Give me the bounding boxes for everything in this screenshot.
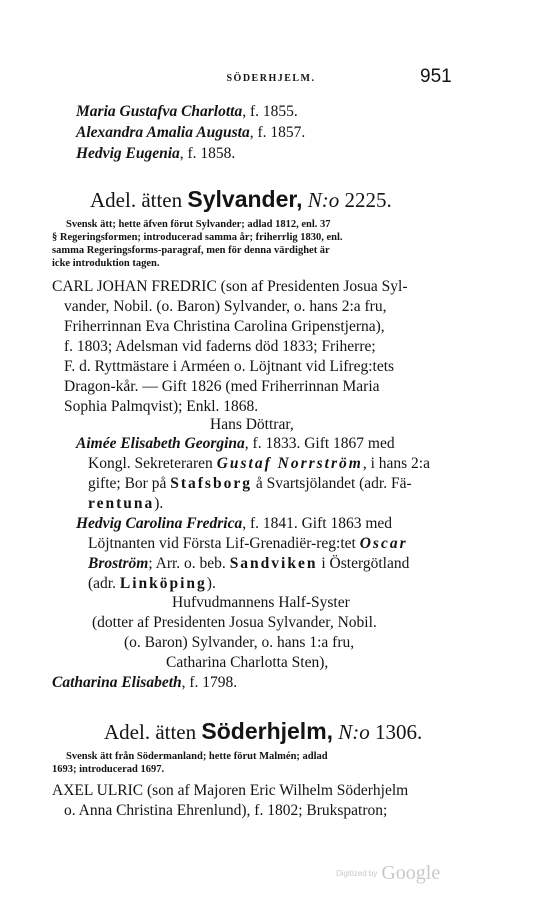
- section-intro-line: § Regeringsformen; introducerad samma år; friherrlig 1830, enl.: [52, 232, 343, 243]
- running-header: SÖDERHJELM.: [226, 73, 316, 84]
- person-entry-line: CARL JOHAN FREDRIC (son af Presidenten Josua Syl-: [52, 278, 408, 295]
- person-entry-line: Löjtnanten vid Första Lif-Grenadiër-reg:tet Oscar: [88, 535, 408, 552]
- person-entry-line: AXEL ULRIC (son af Majoren Eric Wilhelm Söderhjelm: [52, 782, 409, 799]
- person-entry-line: (dotter af Presidenten Josua Sylvander, Nobil.: [92, 614, 377, 631]
- person-entry-line: Friherrinnan Eva Christina Carolina Gripenstjerna),: [64, 318, 385, 335]
- entry-line: Hedvig Eugenia, f. 1858.: [76, 145, 236, 162]
- subsection-label: Hufvudmannens Half-Syster: [172, 594, 350, 611]
- person-entry-line: F. d. Ryttmästare i Arméen o. Löjtnant vid Lifreg:tets: [64, 358, 395, 375]
- person-entry-line: Hedvig Carolina Fredrica, f. 1841. Gift 1863 med: [76, 515, 393, 532]
- section-intro-line: Svensk ätt; hette äfven förut Sylvander; adlad 1812, enl. 37: [66, 219, 331, 230]
- person-entry-line: (o. Baron) Sylvander, o. hans 1:a fru,: [124, 634, 355, 651]
- page-number: 951: [420, 66, 452, 87]
- section-intro-line: 1693; introducerad 1697.: [52, 764, 165, 775]
- section-intro-line: Svensk ätt från Södermanland; hette förut Malmén; adlad: [66, 751, 328, 762]
- section-heading-soderhjelm: Adel. ätten Söderhjelm, N:o 1306.: [104, 718, 423, 744]
- digitized-watermark: Digitized by Google: [336, 862, 441, 884]
- person-entry-line: f. 1803; Adelsman vid faderns död 1833; Friherre;: [64, 338, 376, 355]
- section-heading-sylvander: Adel. ätten Sylvander, N:o 2225.: [90, 186, 392, 212]
- person-entry-line: (adr. Linköping).: [88, 575, 216, 592]
- person-entry-line: Dragon-kår. — Gift 1826 (med Friherrinnan Maria: [64, 378, 380, 395]
- person-entry-line: Catharina Charlotta Sten),: [166, 654, 329, 671]
- person-entry-line: Sophia Palmqvist); Enkl. 1868.: [64, 398, 259, 415]
- person-entry-line: o. Anna Christina Ehrenlund), f. 1802; Brukspatron;: [64, 802, 388, 819]
- entry-line: Maria Gustafva Charlotta, f. 1855.: [76, 103, 298, 120]
- person-entry-line: Catharina Elisabeth, f. 1798.: [52, 674, 238, 691]
- entry-line: Alexandra Amalia Augusta, f. 1857.: [76, 124, 306, 141]
- person-entry-line: gifte; Bor på Stafsborg å Svartsjölandet (adr. Fä-: [88, 475, 412, 492]
- person-entry-line: rentuna).: [88, 495, 164, 512]
- subsection-label: Hans Döttrar,: [210, 416, 294, 433]
- section-intro-line: samma Regeringsforms-paragraf, men för denna värdighet är: [52, 245, 330, 256]
- person-entry-line: vander, Nobil. (o. Baron) Sylvander, o. hans 2:a fru,: [64, 298, 387, 315]
- person-entry-line: Aimée Elisabeth Georgina, f. 1833. Gift 1867 med: [76, 435, 395, 452]
- section-intro-line: icke introduktion tagen.: [52, 258, 160, 269]
- person-entry-line: Kongl. Sekreteraren Gustaf Norrström, i hans 2:a: [88, 455, 430, 472]
- person-entry-line: Broström; Arr. o. beb. Sandviken i Östergötland: [88, 555, 410, 572]
